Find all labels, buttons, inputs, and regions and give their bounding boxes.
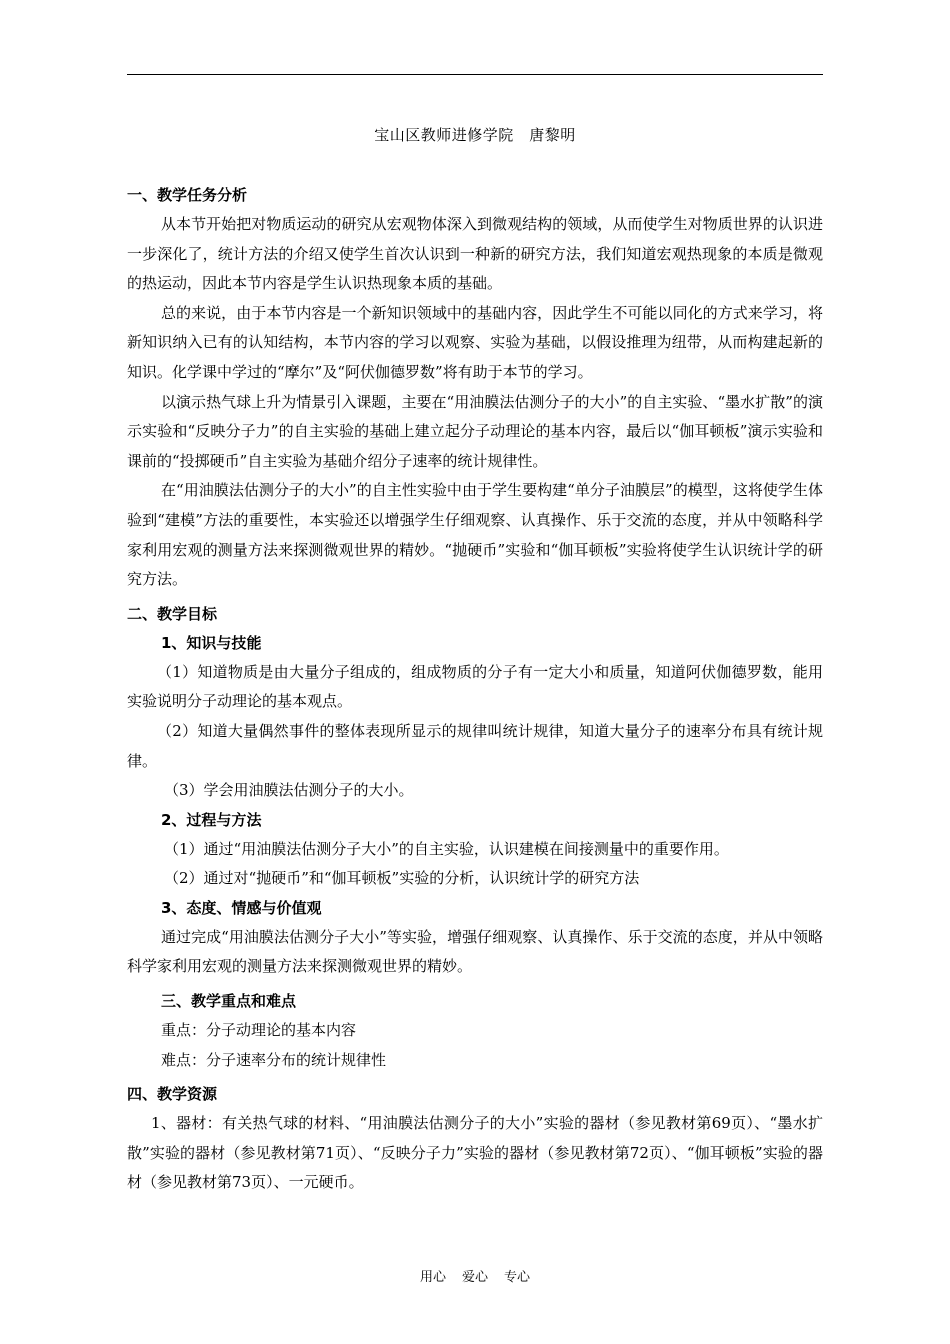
subsection-heading-attitude: 3、态度、情感与价值观 xyxy=(161,898,322,917)
page-footer xyxy=(0,1268,950,1288)
subsection-heading-knowledge: 1、知识与技能 xyxy=(161,633,262,652)
author-line: 宝山区教师进修学院 唐黎明 xyxy=(374,126,576,144)
resource-item: 1、器材：有关热气球的材料、“用油膜法估测分子的大小”实验的器材（参见教材第69页）、“墨水扩散”实验的器材（参见教材第71页）、“反映分子力”实验的器材（参见教材第72页）、“伽耳顿板”实验的器材（参见教材第73页）、一元硬币。 xyxy=(127,1114,823,1192)
section-heading-task-analysis: 一、教学任务分析 xyxy=(127,186,248,204)
objective-item: （2）知道大量偶然事件的整体表现所显示的规律叫统计规律，知道大量分子的速率分布具有统计规律。 xyxy=(127,721,823,770)
key-point: 重点：分子动理论的基本内容 xyxy=(161,1021,357,1040)
paragraph: 在“用油膜法估测分子的大小”的自主性实验中由于学生要构建“单分子油膜层”的模型，这将使学生体验到“建模”方法的重要性，本实验还以增强学生仔细观察、认真操作、乐于交流的态度，并从中领略科学家利用宏观的测量方法来探测微观世界的精妙。“抛硬币”实验和“伽耳顿板”实验将使学生认识统计学的研究方法。 xyxy=(127,481,823,589)
paragraph: 从本节开始把对物质运动的研究从宏观物体深入到微观结构的领域，从而使学生对物质世界的认识进一步深化了，统计方法的介绍又使学生首次认识到一种新的研究方法，我们知道宏观热现象的本质是微观的热运动，因此本节内容是学生认识热现象本质的基础。 xyxy=(127,215,823,293)
section-heading-objectives: 二、教学目标 xyxy=(127,604,218,623)
paragraph: 总的来说，由于本节内容是一个新知识领域中的基础内容，因此学生不可能以同化的方式来学习，将新知识纳入已有的认知结构，本节内容的学习以观察、实验为基础，以假设推理为纽带，从而构建起新的知识。化学课中学过的“摩尔”及“阿伏伽德罗数”将有助于本节的学习。 xyxy=(127,303,823,381)
document-body xyxy=(127,180,823,1198)
difficulty-point: 难点：分子速率分布的统计规律性 xyxy=(161,1050,387,1069)
objective-item: （2）通过对“抛硬币”和“伽耳顿板”实验的分析，认识统计学的研究方法 xyxy=(164,869,640,888)
footer-word: 专心 xyxy=(504,1270,531,1285)
objective-item: （1）通过“用油膜法估测分子大小”的自主实验，认识建模在间接测量中的重要作用。 xyxy=(164,839,729,858)
footer-word: 爱心 xyxy=(461,1270,488,1285)
subsection-heading-process: 2、过程与方法 xyxy=(161,810,262,829)
objective-item: （3）学会用油膜法估测分子的大小。 xyxy=(164,781,414,800)
section-heading-key-points: 三、教学重点和难点 xyxy=(161,992,297,1011)
header-rule xyxy=(127,74,823,75)
paragraph: 以演示热气球上升为情景引入课题，主要在“用油膜法估测分子的大小”的自主实验、“墨水扩散”的演示实验和“反映分子力”的自主实验的基础上建立起分子动理论的基本内容，最后以“伽耳顿板”演示实验和课前的“投掷硬币”自主实验为基础介绍分子速率的统计规律性。 xyxy=(127,392,823,470)
section-heading-resources: 四、教学资源 xyxy=(127,1085,218,1104)
objective-item: （1）知道物质是由大量分子组成的，组成物质的分子有一定大小和质量，知道阿伏伽德罗数，能用实验说明分子动理论的基本观点。 xyxy=(127,662,823,711)
paragraph: 通过完成“用油膜法估测分子大小”等实验，增强仔细观察、认真操作、乐于交流的态度，并从中领略科学家利用宏观的测量方法来探测微观世界的精妙。 xyxy=(127,927,823,976)
footer-word: 用心 xyxy=(419,1270,446,1285)
